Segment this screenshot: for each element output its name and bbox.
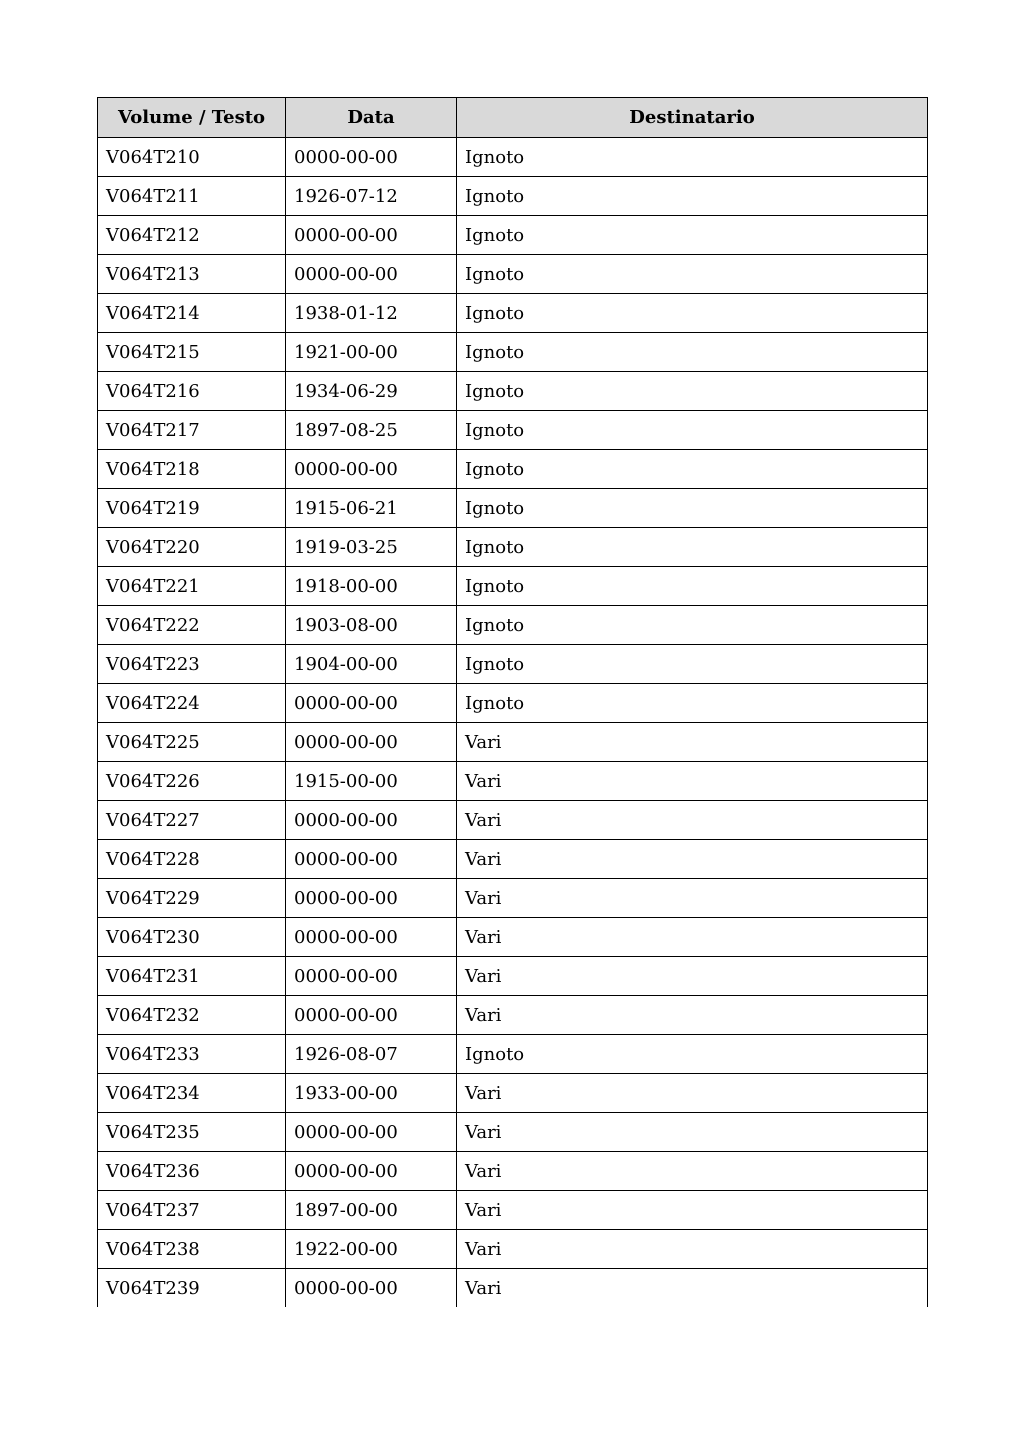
table-row (98, 450, 928, 489)
cell-data: 1918-00-00 (286, 567, 457, 606)
table-row (98, 372, 928, 411)
cell-data: 1915-06-21 (286, 489, 457, 528)
table-row (98, 684, 928, 723)
table-row (98, 801, 928, 840)
cell-data: 1926-08-07 (286, 1035, 457, 1074)
cell-volume-testo: V064T211 (98, 177, 286, 216)
table-row (98, 1152, 928, 1191)
cell-destinatario: Ignoto (457, 528, 928, 567)
cell-data: 1897-08-25 (286, 411, 457, 450)
cell-volume-testo: V064T215 (98, 333, 286, 372)
cell-destinatario: Vari (457, 1113, 928, 1152)
cell-destinatario: Vari (457, 957, 928, 996)
cell-volume-testo: V064T212 (98, 216, 286, 255)
table-row (98, 1269, 928, 1308)
cell-destinatario: Ignoto (457, 450, 928, 489)
cell-data: 1904-00-00 (286, 645, 457, 684)
cell-destinatario: Vari (457, 918, 928, 957)
table-row (98, 1035, 928, 1074)
cell-destinatario: Ignoto (457, 567, 928, 606)
cell-volume-testo: V064T235 (98, 1113, 286, 1152)
cell-destinatario: Ignoto (457, 294, 928, 333)
cell-data: 0000-00-00 (286, 1113, 457, 1152)
cell-destinatario: Ignoto (457, 645, 928, 684)
table-row (98, 957, 928, 996)
table-row (98, 840, 928, 879)
cell-volume-testo: V064T219 (98, 489, 286, 528)
table-row (98, 138, 928, 177)
cell-data: 1919-03-25 (286, 528, 457, 567)
cell-volume-testo: V064T222 (98, 606, 286, 645)
cell-volume-testo: V064T221 (98, 567, 286, 606)
cell-destinatario: Ignoto (457, 333, 928, 372)
cell-volume-testo: V064T217 (98, 411, 286, 450)
cell-volume-testo: V064T230 (98, 918, 286, 957)
table-body (98, 138, 928, 1308)
cell-destinatario: Ignoto (457, 1035, 928, 1074)
table-row (98, 333, 928, 372)
cell-volume-testo: V064T228 (98, 840, 286, 879)
cell-destinatario: Ignoto (457, 411, 928, 450)
cell-destinatario: Vari (457, 1269, 928, 1308)
table-row (98, 255, 928, 294)
cell-data: 0000-00-00 (286, 1152, 457, 1191)
cell-data: 0000-00-00 (286, 918, 457, 957)
cell-destinatario: Vari (457, 762, 928, 801)
table-row (98, 762, 928, 801)
cell-destinatario: Ignoto (457, 177, 928, 216)
cell-destinatario: Ignoto (457, 216, 928, 255)
cell-volume-testo: V064T225 (98, 723, 286, 762)
header-volume-testo: Volume / Testo (98, 98, 286, 138)
cell-volume-testo: V064T216 (98, 372, 286, 411)
cell-data: 0000-00-00 (286, 684, 457, 723)
cell-data: 1926-07-12 (286, 177, 457, 216)
cell-volume-testo: V064T223 (98, 645, 286, 684)
table-row (98, 1230, 928, 1269)
cell-destinatario: Vari (457, 723, 928, 762)
table-row (98, 996, 928, 1035)
cell-volume-testo: V064T218 (98, 450, 286, 489)
cell-volume-testo: V064T213 (98, 255, 286, 294)
table-row (98, 294, 928, 333)
cell-destinatario: Ignoto (457, 255, 928, 294)
table-row (98, 1191, 928, 1230)
table-row (98, 177, 928, 216)
cell-destinatario: Ignoto (457, 684, 928, 723)
cell-data: 0000-00-00 (286, 450, 457, 489)
cell-volume-testo: V064T232 (98, 996, 286, 1035)
cell-destinatario: Vari (457, 1152, 928, 1191)
cell-data: 0000-00-00 (286, 879, 457, 918)
cell-data: 0000-00-00 (286, 1269, 457, 1308)
cell-volume-testo: V064T214 (98, 294, 286, 333)
cell-destinatario: Ignoto (457, 489, 928, 528)
cell-data: 0000-00-00 (286, 216, 457, 255)
table-row (98, 1074, 928, 1113)
table-row (98, 1113, 928, 1152)
cell-destinatario: Vari (457, 1230, 928, 1269)
cell-data: 1921-00-00 (286, 333, 457, 372)
cell-destinatario: Ignoto (457, 606, 928, 645)
cell-volume-testo: V064T237 (98, 1191, 286, 1230)
cell-data: 0000-00-00 (286, 996, 457, 1035)
cell-data: 0000-00-00 (286, 840, 457, 879)
cell-volume-testo: V064T238 (98, 1230, 286, 1269)
cell-volume-testo: V064T229 (98, 879, 286, 918)
cell-volume-testo: V064T210 (98, 138, 286, 177)
table-row (98, 879, 928, 918)
cell-data: 0000-00-00 (286, 957, 457, 996)
table-row (98, 606, 928, 645)
cell-volume-testo: V064T224 (98, 684, 286, 723)
table-row (98, 411, 928, 450)
cell-data: 1934-06-29 (286, 372, 457, 411)
table-row (98, 489, 928, 528)
cell-volume-testo: V064T226 (98, 762, 286, 801)
cell-destinatario: Vari (457, 1074, 928, 1113)
table-row (98, 723, 928, 762)
cell-volume-testo: V064T233 (98, 1035, 286, 1074)
cell-destinatario: Vari (457, 879, 928, 918)
cell-data: 0000-00-00 (286, 801, 457, 840)
cell-data: 1915-00-00 (286, 762, 457, 801)
cell-volume-testo: V064T236 (98, 1152, 286, 1191)
table-header-row (98, 98, 928, 138)
cell-data: 1903-08-00 (286, 606, 457, 645)
cell-data: 1933-00-00 (286, 1074, 457, 1113)
cell-data: 0000-00-00 (286, 138, 457, 177)
table-row (98, 567, 928, 606)
cell-volume-testo: V064T234 (98, 1074, 286, 1113)
cell-volume-testo: V064T220 (98, 528, 286, 567)
records-table (97, 97, 928, 1307)
header-destinatario: Destinatario (457, 98, 928, 138)
cell-destinatario: Ignoto (457, 372, 928, 411)
cell-data: 1922-00-00 (286, 1230, 457, 1269)
cell-destinatario: Vari (457, 840, 928, 879)
table-row (98, 645, 928, 684)
cell-data: 1897-00-00 (286, 1191, 457, 1230)
cell-destinatario: Vari (457, 996, 928, 1035)
cell-destinatario: Vari (457, 1191, 928, 1230)
table-row (98, 918, 928, 957)
cell-data: 0000-00-00 (286, 255, 457, 294)
cell-destinatario: Vari (457, 801, 928, 840)
table-row (98, 528, 928, 567)
cell-volume-testo: V064T239 (98, 1269, 286, 1308)
cell-volume-testo: V064T227 (98, 801, 286, 840)
cell-destinatario: Ignoto (457, 138, 928, 177)
cell-data: 0000-00-00 (286, 723, 457, 762)
cell-data: 1938-01-12 (286, 294, 457, 333)
cell-volume-testo: V064T231 (98, 957, 286, 996)
header-data: Data (286, 98, 457, 138)
table-row (98, 216, 928, 255)
